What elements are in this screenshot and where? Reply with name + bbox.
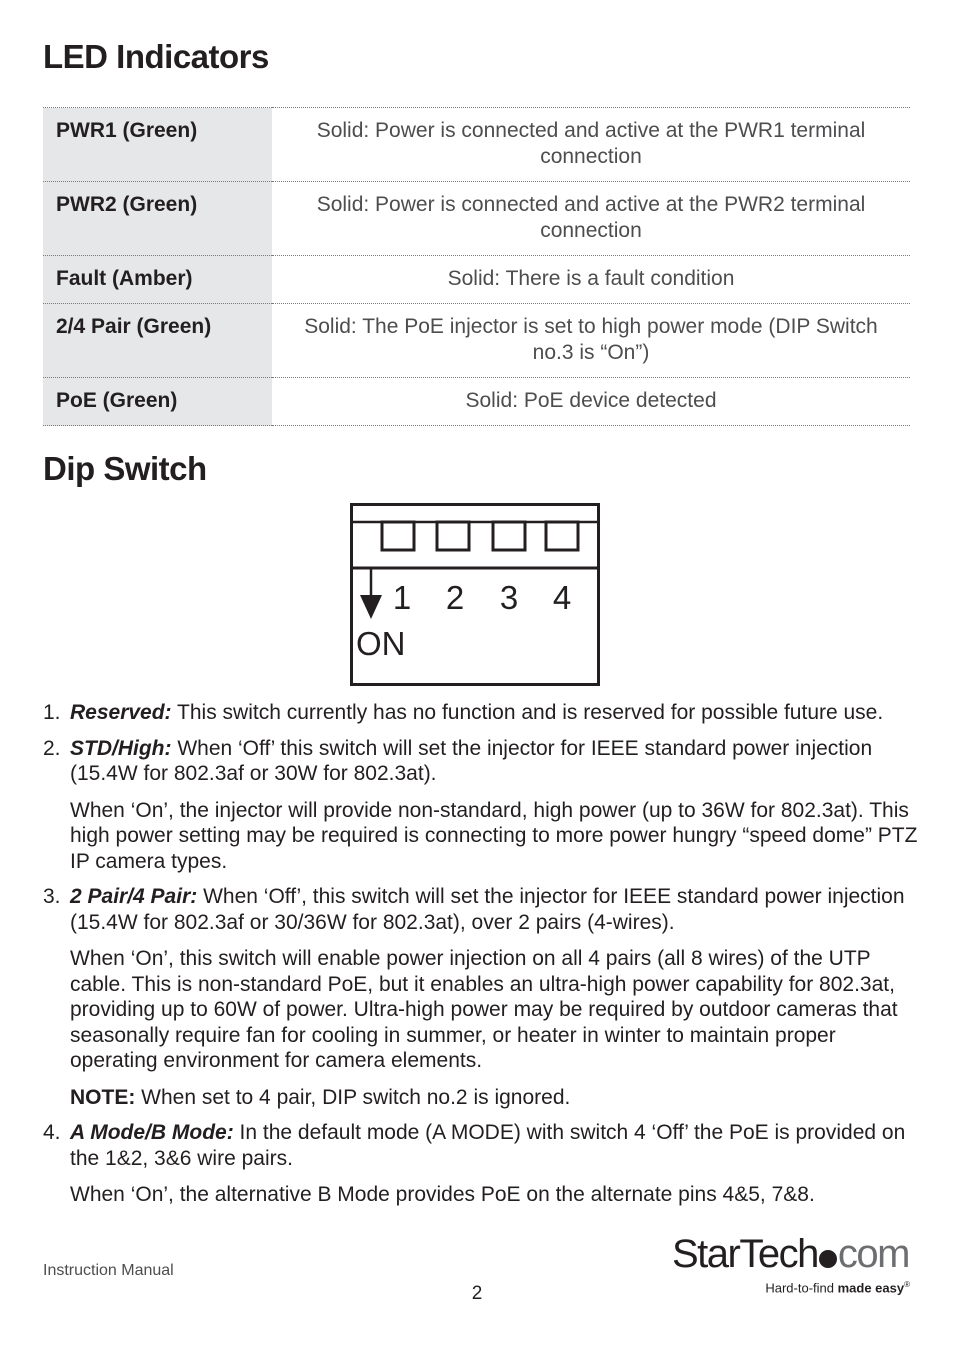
note-label: NOTE: bbox=[70, 1085, 136, 1109]
item-text bbox=[70, 884, 923, 935]
table-row bbox=[43, 256, 910, 304]
dip-switch-number-3: 3 bbox=[499, 579, 519, 616]
footer-label: Instruction Manual bbox=[43, 1262, 174, 1279]
logo-tag-bold: made easy bbox=[837, 1280, 905, 1296]
logo-dot-icon bbox=[819, 1250, 837, 1268]
logo-tag-start: Hard-to-find bbox=[765, 1280, 838, 1296]
list-item bbox=[43, 884, 923, 1110]
led-description: Solid: The PoE injector is set to high power mode (DIP Switch no.3 is “On”) bbox=[272, 304, 910, 378]
page-number: 2 bbox=[471, 1283, 483, 1304]
registered-mark: ® bbox=[904, 1280, 910, 1289]
list-item bbox=[43, 736, 923, 875]
logo-tagline bbox=[672, 1280, 912, 1295]
led-description: Solid: PoE device detected bbox=[272, 378, 910, 426]
dip-switch-number-1: 1 bbox=[392, 579, 412, 616]
item-description: This switch currently has no function and is reserved for possible future use. bbox=[171, 701, 884, 724]
list-item bbox=[43, 1120, 923, 1208]
led-indicators-heading: LED Indicators bbox=[43, 38, 269, 75]
item-extra: When ‘On’, the injector will provide non-standard, high power (up to 36W for 802.3at). This high power setting may be required is connecting to more power hungry “speed dome” PTZ IP camera types. bbox=[70, 798, 918, 873]
startech-logo bbox=[672, 1232, 912, 1295]
dip-switch-on-label: ON bbox=[356, 625, 406, 662]
led-name: PoE (Green) bbox=[43, 378, 272, 426]
table-row bbox=[43, 108, 910, 182]
table-row bbox=[43, 182, 910, 256]
dip-switch-heading: Dip Switch bbox=[43, 450, 207, 487]
led-name: Fault (Amber) bbox=[43, 256, 272, 304]
led-name: PWR1 (Green) bbox=[43, 108, 272, 182]
dip-switch-diagram bbox=[350, 503, 600, 687]
item-number: 2. bbox=[43, 736, 61, 760]
list-item bbox=[43, 700, 923, 726]
item-description: When ‘Off’ this switch will set the injector for IEEE standard power injection (15.4W for 802.3af or 30W for 802.3at). bbox=[70, 736, 873, 785]
item-description: When ‘Off’, this switch will set the injector for IEEE standard power injection (15.4W for 802.3af or 30/36W for 802.3at), over 2 pairs (4-wires). bbox=[70, 885, 905, 934]
dip-switch-number-2: 2 bbox=[445, 579, 465, 616]
item-extra: When ‘On’, the alternative B Mode provides PoE on the alternate pins 4&5, 7&8. bbox=[70, 1183, 815, 1206]
item-extra: When ‘On’, this switch will enable power injection on all 4 pairs (all 8 wires) of the UTP cable. This is non-standard PoE, but it enables an ultra-high power capability for 802.3at, providing up to 60W of power. Ultra-high power may be required by outdoor cameras that seasonally require fan for cooling in summer, or heater in winter to maintain proper operating environment for camera elements. bbox=[70, 947, 898, 1072]
logo-wordmark bbox=[672, 1232, 912, 1276]
led-description: Solid: Power is connected and active at the PWR2 terminal connection bbox=[272, 182, 910, 256]
item-note bbox=[70, 1085, 923, 1111]
item-description: In the default mode (A MODE) with switch 4 ‘Off’ the PoE is provided on the 1&2, 3&6 wire pairs. bbox=[70, 1121, 906, 1170]
led-name: 2/4 Pair (Green) bbox=[43, 304, 272, 378]
led-name: PWR2 (Green) bbox=[43, 182, 272, 256]
logo-word-end: com bbox=[837, 1232, 909, 1276]
item-term: STD/High: bbox=[70, 736, 172, 760]
dip-switch-number-4: 4 bbox=[552, 579, 572, 616]
item-term: Reserved: bbox=[70, 701, 172, 724]
item-number: 3. bbox=[43, 885, 61, 908]
table-row bbox=[43, 304, 910, 378]
item-term: A Mode/B Mode: bbox=[70, 1121, 234, 1144]
table-row bbox=[43, 378, 910, 426]
item-text bbox=[70, 736, 923, 787]
note-text: When set to 4 pair, DIP switch no.2 is ignored. bbox=[135, 1085, 571, 1109]
item-term: 2 Pair/4 Pair: bbox=[70, 885, 198, 908]
led-description: Solid: Power is connected and active at the PWR1 terminal connection bbox=[272, 108, 910, 182]
logo-word-start: StarTech bbox=[672, 1232, 818, 1276]
item-number: 1. bbox=[43, 701, 61, 724]
led-indicator-table bbox=[43, 107, 910, 426]
item-number: 4. bbox=[43, 1121, 61, 1144]
led-description: Solid: There is a fault condition bbox=[272, 256, 910, 304]
item-text bbox=[70, 1120, 923, 1171]
item-text bbox=[70, 700, 923, 726]
dip-switch-list bbox=[43, 700, 923, 1218]
